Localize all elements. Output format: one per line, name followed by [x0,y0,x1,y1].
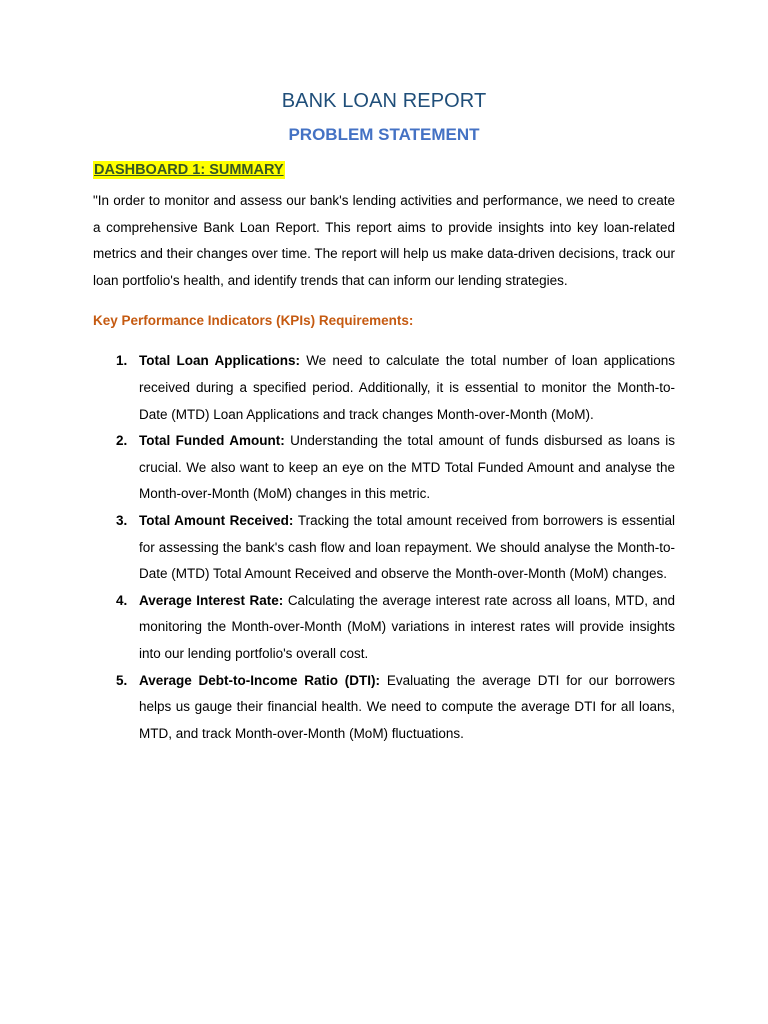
kpi-text: Understanding the total amount of funds disbursed as loans is crucial. We also want to keep an eye on the MTD Total Funded Amount and analyse the Month-over-Month (MoM) changes in this metric. [139,433,675,502]
kpi-number: 4. [116,592,128,608]
kpi-label: Total Amount Received: [139,512,298,528]
kpi-number: 5. [116,672,128,688]
kpi-item [93,588,675,668]
kpi-number: 1. [116,353,128,369]
kpi-item [93,348,675,428]
document-subtitle: PROBLEM STATEMENT [288,125,480,144]
kpi-number: 2. [116,433,128,449]
document-title: BANK LOAN REPORT [281,90,487,112]
kpi-item [93,508,675,588]
kpi-text: We need to calculate the total number of loan applications received during a specified period. Additionally, it is essential to monitor the Month-to-Date (MTD) Loan Applications and track changes Month-over-Month (MoM). [139,353,675,422]
section-heading [93,159,675,181]
kpi-text: Calculating the average interest rate across all loans, MTD, and monitoring the Month-over-Month (MoM) variations in interest rates will provide insights into our lending portfolio's overall cost. [139,592,675,661]
kpi-label: Total Funded Amount: [139,433,291,449]
kpi-heading: Key Performance Indicators (KPIs) Requirements: [93,313,414,329]
kpi-number: 3. [116,512,128,528]
kpi-text: Evaluating the average DTI for our borrowers helps us gauge their financial health. We need to compute the average DTI for all loans, MTD, and track Month-over-Month (MoM) fluctuations. [139,672,676,741]
kpi-label: Total Loan Applications: [139,353,307,369]
kpi-item [93,668,675,748]
kpi-label: Average Debt-to-Income Ratio (DTI): [139,672,387,688]
kpi-list [93,348,675,747]
intro-paragraph: "In order to monitor and assess our bank's lending activities and performance, we need to create a comprehensive Bank Loan Report. This report aims to provide insights into key loan-related metrics and their changes over time. The report will help us make data-driven decisions, track our loan portfolio's health, and identify trends that can inform our lending strategies. [93,193,675,288]
section-heading-text: DASHBOARD 1: SUMMARY [94,162,284,178]
kpi-text: Tracking the total amount received from borrowers is essential for assessing the bank's cash flow and loan repayment. We should analyse the Month-to-Date (MTD) Total Amount Received and observe the Month-over-Month (MoM) changes. [139,512,675,582]
kpi-item [93,428,675,508]
kpi-label: Average Interest Rate: [139,592,288,608]
